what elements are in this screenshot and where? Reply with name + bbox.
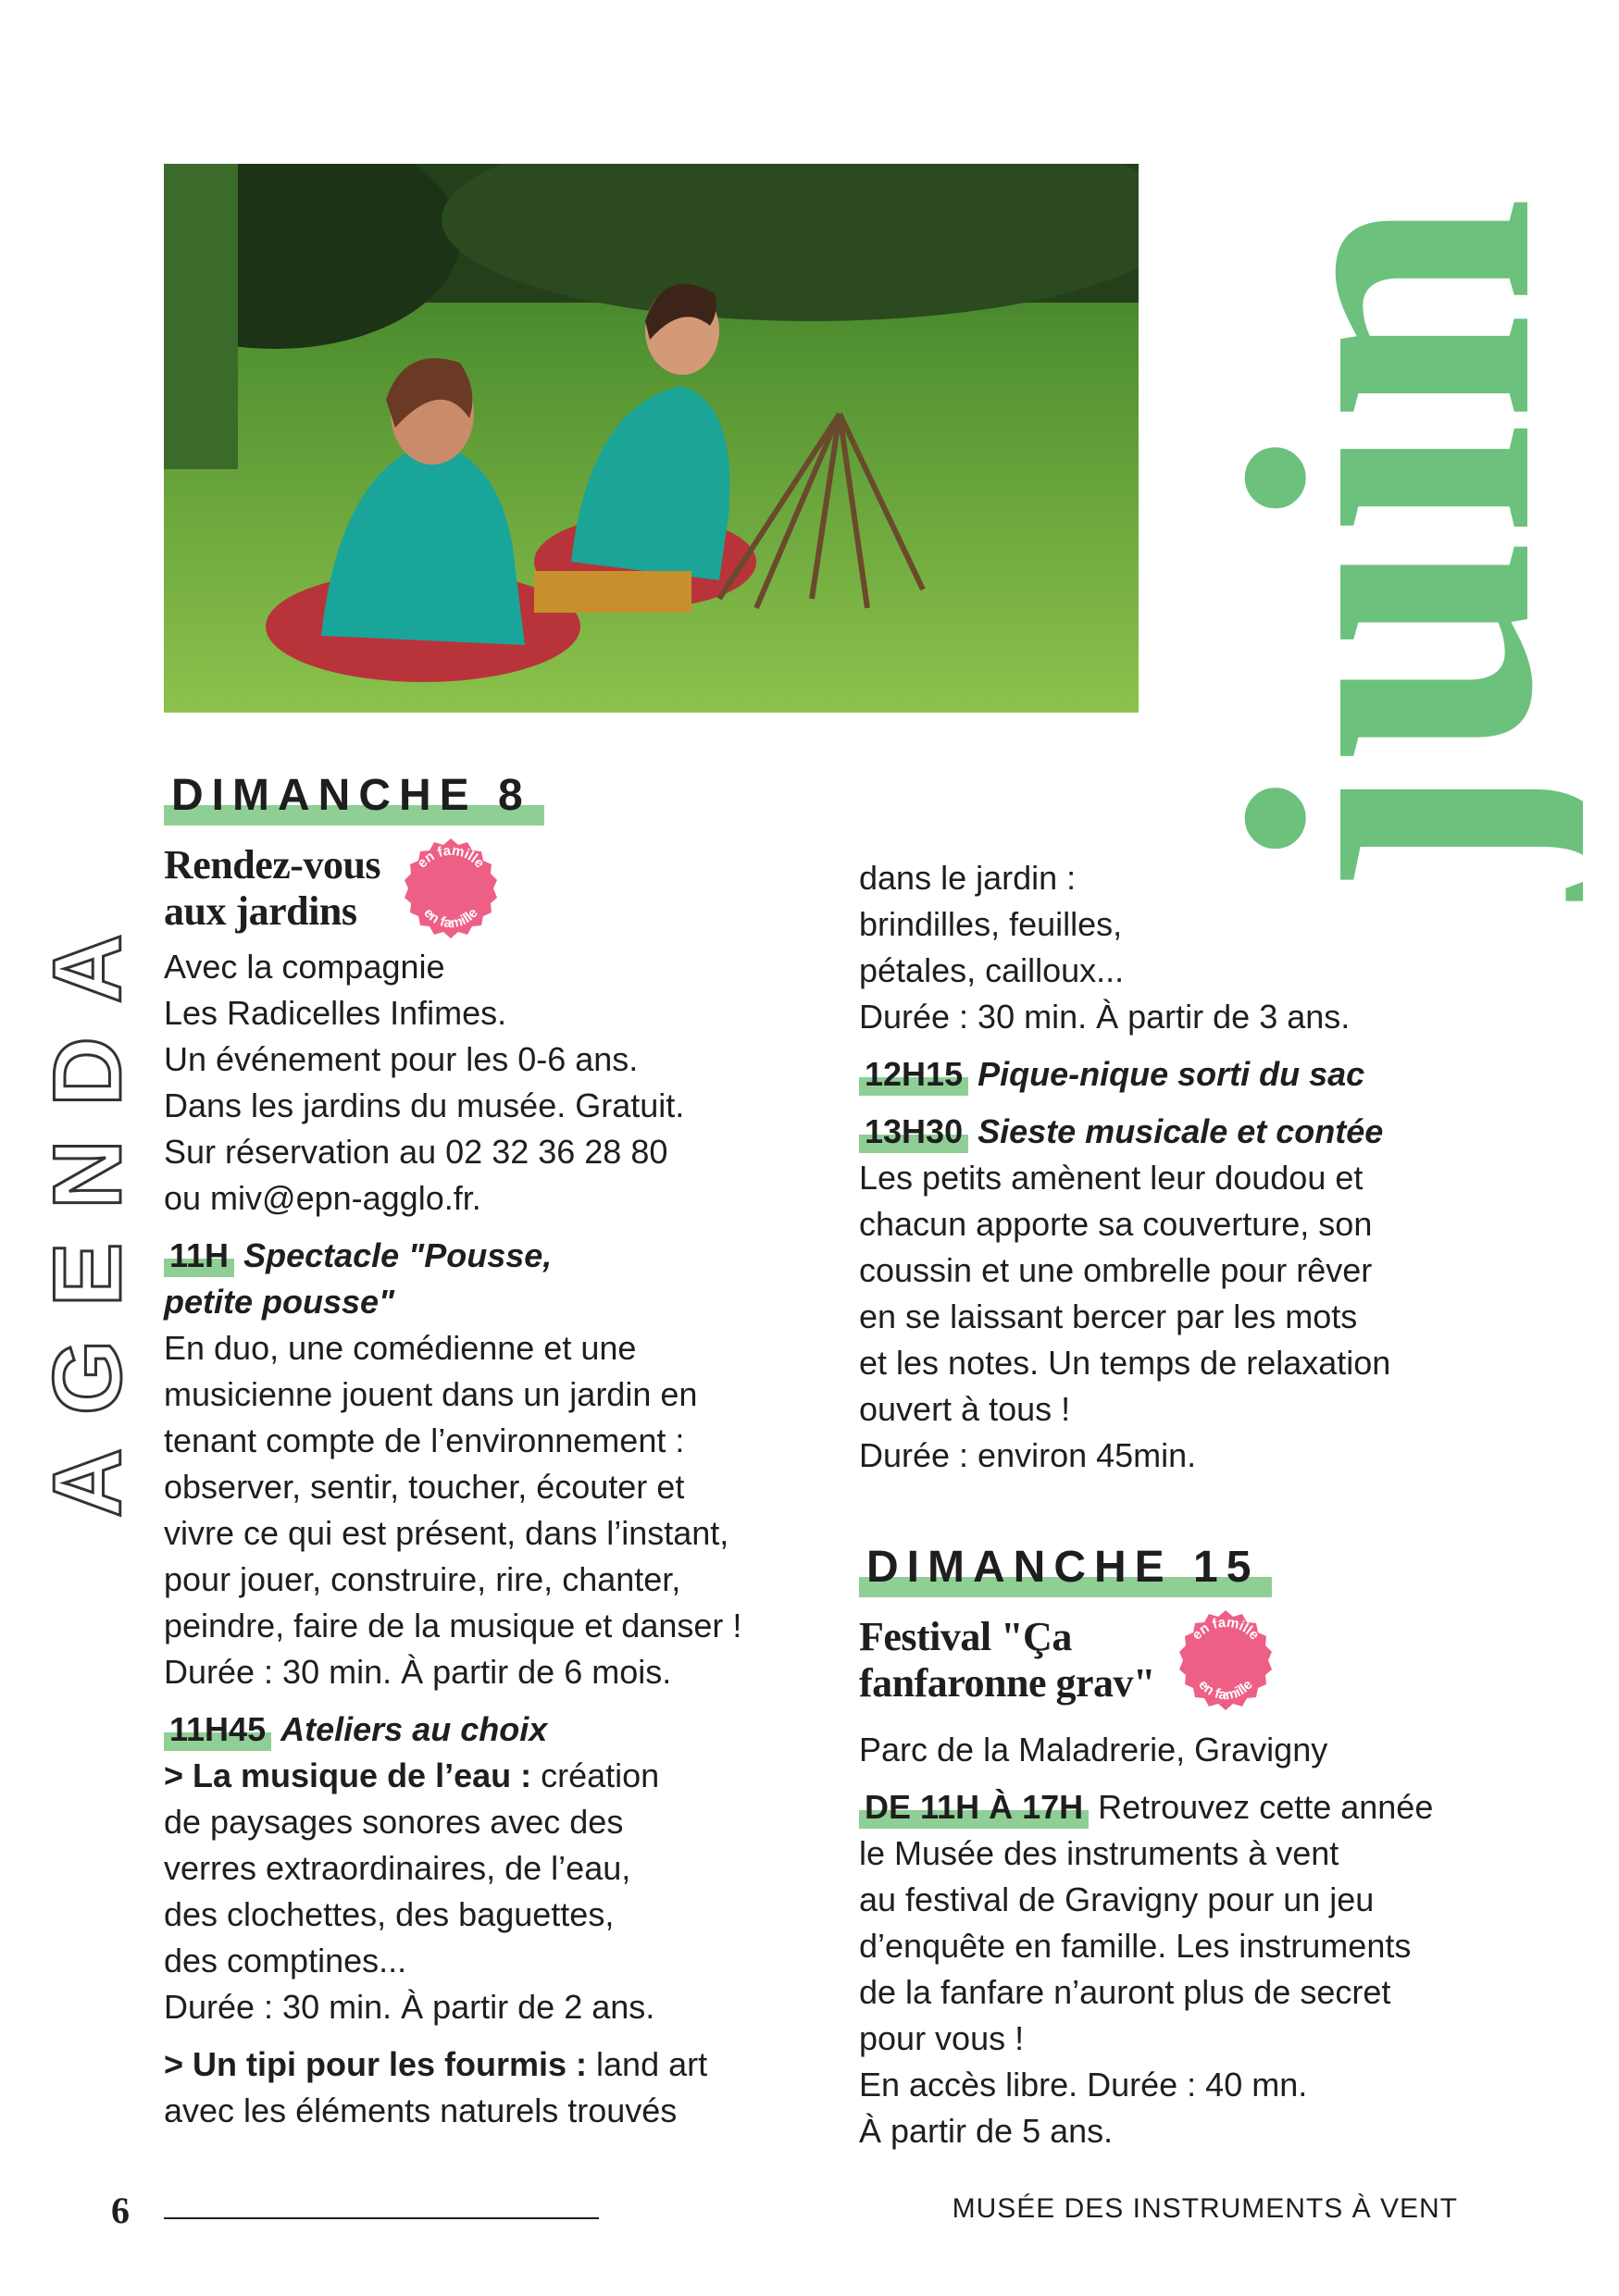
month-text: juin: [1176, 195, 1583, 898]
page-number: 6: [111, 2190, 130, 2231]
session-time: DE 11H À 17H: [859, 1784, 1089, 1831]
day-heading: DIMANCHE 15: [859, 1540, 1272, 1595]
ateliers-continued: dans le jardin : brindilles, feuilles, pétales, cailloux... Durée : 30 min. À partir de 3 ans.: [859, 859, 1351, 1036]
right-column: [859, 855, 1507, 2154]
agenda-side-label: [37, 768, 139, 1527]
en-famille-badge: [397, 837, 504, 944]
svg-text:en famille: en famille: [1189, 1614, 1263, 1644]
session-time: 11H: [164, 1233, 234, 1279]
session-time: 12H15: [859, 1051, 968, 1098]
event-title: Rendez-vous aux jardins: [164, 842, 381, 934]
event-title: Festival "Ça fanfaronne grav": [859, 1614, 1155, 1706]
event-title-row: [859, 1614, 1507, 1716]
month-label: [1176, 130, 1583, 907]
svg-text:en famille: en famille: [1195, 1677, 1256, 1704]
en-famille-badge: [1172, 1608, 1279, 1716]
session-sieste: 13H30 Sieste musicale et contée Les petits amènent leur doudou et chacun apporte sa couverture, son coussin et une ombrelle pour rêver en se laissant bercer par les mots et les notes. Un temps de relaxation ouvert à tous ! Durée : environ 45min.: [859, 1109, 1507, 1479]
agenda-text: AGENDA: [37, 900, 139, 1518]
session-spectacle: 11H Spectacle "Pousse, petite pousse" En duo, une comédienne et une musicienne jouent dans un jardin en tenant compte de l’environnement : observer, sentir, toucher, écouter et vivre ce qui est présent, dans l’instant, pour jouer, construire, rire, chanter, peindre, faire de la musique et danser ! Durée : 30 min. À partir de 6 mois.: [164, 1233, 793, 1695]
session-festival: DE 11H À 17H Retrouvez cette année le Musée des instruments à vent au festival de Gravigny pour un jeu d’enquête en famille. Les instruments de la fanfare n’auront plus de secret pour vous ! En accès libre. Durée : 40 mn. À partir de 5 ans.: [859, 1784, 1507, 2154]
event-photo: [164, 164, 1139, 713]
svg-text:en famille: en famille: [414, 842, 488, 872]
event-place: Parc de la Maladrerie, Gravigny: [859, 1731, 1328, 1769]
session-ateliers: 11H45 Ateliers au choix > La musique de l’eau : création de paysages sonores avec des verres extraordinaires, de l’eau, des clochettes, des baguettes, des comptines... Durée : 30 min. À partir de 2 ans. > Un tipi pour les fourmis : land art avec les éléments naturels trouvés: [164, 1706, 793, 2134]
event-title-row: [164, 842, 793, 944]
publication-name: MUSÉE DES INSTRUMENTS À VENT: [952, 2193, 1458, 2224]
event-intro: Avec la compagnie Les Radicelles Infimes. Un événement pour les 0-6 ans. Dans les jardins du musée. Gratuit. Sur réservation au 02 32 36 28 80 ou miv@epn-agglo.fr.: [164, 948, 685, 1217]
day-heading: DIMANCHE 8: [164, 768, 544, 824]
session-time: 13H30: [859, 1109, 968, 1155]
session-time: 11H45: [164, 1706, 271, 1753]
footer-rule: [164, 2217, 599, 2219]
session-pique-nique: 12H15 Pique-nique sorti du sac: [859, 1051, 1507, 1098]
svg-text:en famille: en famille: [420, 905, 481, 932]
left-column: [164, 768, 793, 2134]
